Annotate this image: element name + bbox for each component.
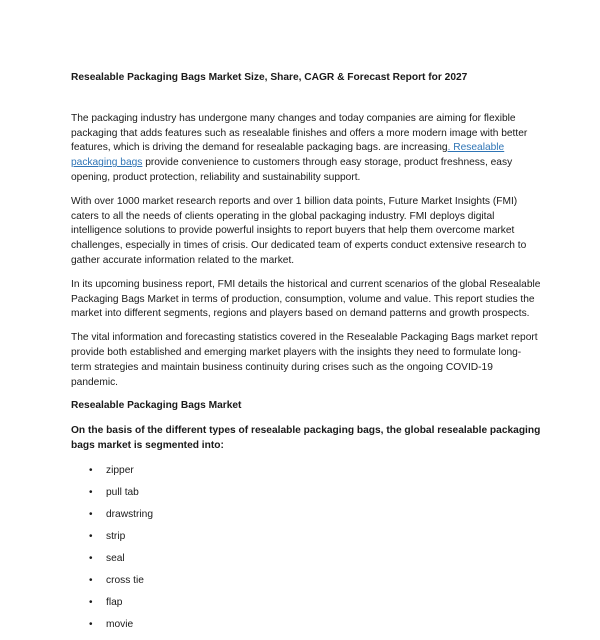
document-title: Resealable Packaging Bags Market Size, Share, CAGR & Forecast Report for 2027: [71, 72, 468, 83]
intro-text-before-link: The packaging industry has undergone many changes and today companies are aiming for flexible packaging that adds features such as resealable finishes and offers a more modern image with better features, which is driving the demand for resealable packaging bags. are increasing: [71, 112, 528, 154]
list-item: [71, 486, 541, 508]
resealable-packaging-bags-link[interactable]: . Resealable packaging bags: [71, 142, 505, 169]
intro-paragraph: [71, 112, 541, 186]
segment-label: pull tab: [106, 486, 139, 498]
report-scope-paragraph: In its upcoming business report, FMI details the historical and current scenarios of the global Resealable Packaging Bags Market in terms of production, consumption, volume and value. This report studies the market into different segments, regions and players based on demand patterns and growth prospects.: [71, 278, 541, 320]
intro-text-after-link: provide convenience to customers through easy storage, product freshness, easy opening, product protection, reliability and sustainability support.: [71, 157, 513, 183]
forecast-info-paragraph: The vital information and forecasting statistics covered in the Resealable Packaging Bags market report provide both established and emerging market players with the insights they need to formulate long-term strategies and maintain business continuity during crises such as the ongoing COVID-19 pandemic.: [71, 332, 538, 388]
fmi-paragraph: With over 1000 market research reports and over 1 billion data points, Future Market Insights (FMI) caters to all the needs of clients operating in the global packaging industry. FMI deploys digital intelligence solutions to provide powerful insights to report buyers that help them overcome market challenges, especially in times of crisis. Our dedicated team of experts conduct extensive research to gather accurate information related to the market.: [71, 195, 527, 266]
bullet-icon: •: [89, 618, 93, 630]
bullet-icon: •: [89, 530, 93, 542]
list-item: [71, 464, 541, 486]
document-page: [71, 71, 541, 640]
segment-label: drawstring: [106, 508, 153, 520]
segment-label: strip: [106, 530, 126, 542]
bullet-icon: •: [89, 508, 93, 520]
segment-label: seal: [106, 552, 125, 564]
list-item: [71, 596, 541, 618]
bullet-icon: •: [89, 464, 93, 476]
segment-label: zipper: [106, 464, 134, 476]
bullet-icon: •: [89, 574, 93, 586]
list-item: [71, 618, 541, 640]
list-item: [71, 574, 541, 596]
segment-intro: On the basis of the different types of resealable packaging bags, the global resealable packaging bags market is segmented into:: [71, 425, 541, 451]
segment-label: movie: [106, 618, 134, 630]
bullet-icon: •: [89, 486, 93, 498]
bullet-icon: •: [89, 552, 93, 564]
list-item: [71, 508, 541, 530]
bullet-icon: •: [89, 596, 93, 608]
list-item: [71, 552, 541, 574]
section-subheading: Resealable Packaging Bags Market: [71, 400, 242, 412]
segment-label: flap: [106, 596, 123, 608]
segment-label: cross tie: [106, 574, 144, 586]
segment-list: [71, 464, 541, 640]
list-item: [71, 530, 541, 552]
